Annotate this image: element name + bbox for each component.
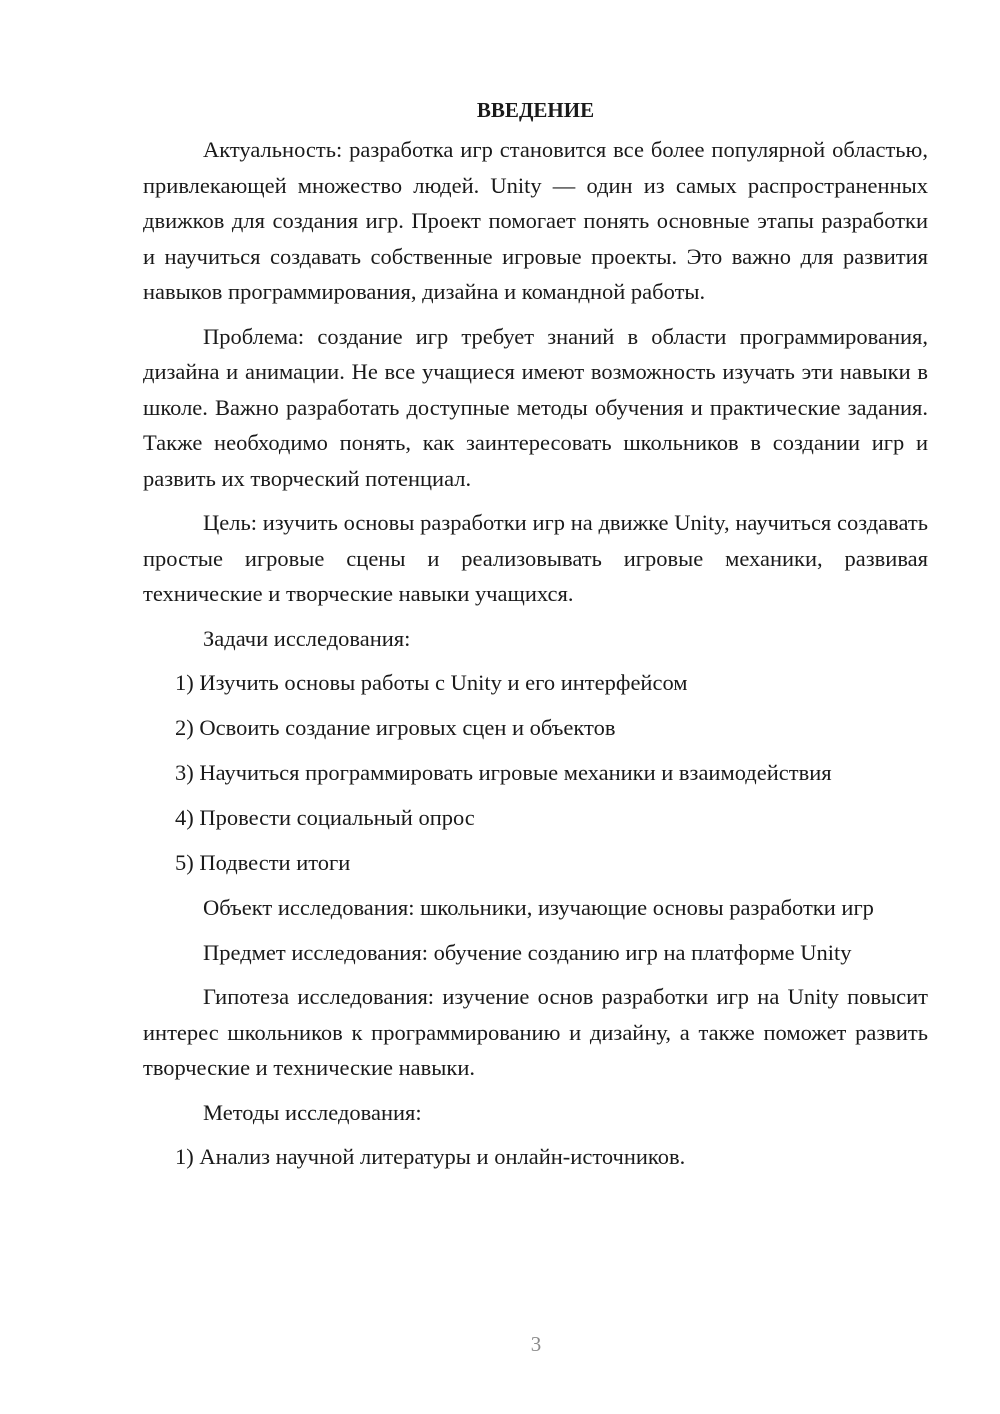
method-item: 1) Анализ научной литературы и онлайн-источников. [175, 1144, 686, 1169]
task-item: 3) Научиться программировать игровые механики и взаимодействия [175, 760, 832, 785]
tasks-heading: Задачи исследования: [203, 625, 411, 651]
task-item: 4) Провести социальный опрос [175, 805, 475, 830]
task-item: 1) Изучить основы работы с Unity и его интерфейсом [175, 670, 688, 695]
document-page [143, 92, 928, 1184]
goal-paragraph: Цель: изучить основы разработки игр на движке Unity, научиться создавать простые игровые сцены и реализовывать игровые механики, развивая технические и творческие навыки учащихся. [143, 510, 928, 606]
section-title: ВВЕДЕНИЕ [476, 98, 595, 122]
methods-heading: Методы исследования: [203, 1099, 422, 1125]
page-number: 3 [530, 1332, 542, 1356]
hypothesis-paragraph: Гипотеза исследования: изучение основ разработки игр на Unity повысит интерес школьников к программированию и дизайну, а также поможет развить творческие и технические навыки. [143, 984, 928, 1080]
subject-paragraph: Предмет исследования: обучение созданию игр на платформе Unity [203, 939, 852, 965]
object-paragraph: Объект исследования: школьники, изучающие основы разработки игр [203, 895, 874, 920]
relevance-paragraph: Актуальность: разработка игр становится все более популярной областью, привлекающей множество людей. Unity — один из самых распространенных движков для создания игр. Проект помогает понять основные этапы разработки и научиться создавать собственные игровые проекты. Это важно для развития навыков программирования, дизайна и командной работы. [143, 137, 928, 304]
task-item: 5) Подвести итоги [175, 850, 351, 875]
problem-paragraph: Проблема: создание игр требует знаний в области программирования, дизайна и анимации. Не все учащиеся имеют возможность изучать эти навыки в школе. Важно разработать доступные методы обучения и практические задания. Также необходимо понять, как заинтересовать школьников в создании игр и развить их творческий потенциал. [143, 323, 928, 491]
task-item: 2) Освоить создание игровых сцен и объектов [175, 715, 616, 740]
